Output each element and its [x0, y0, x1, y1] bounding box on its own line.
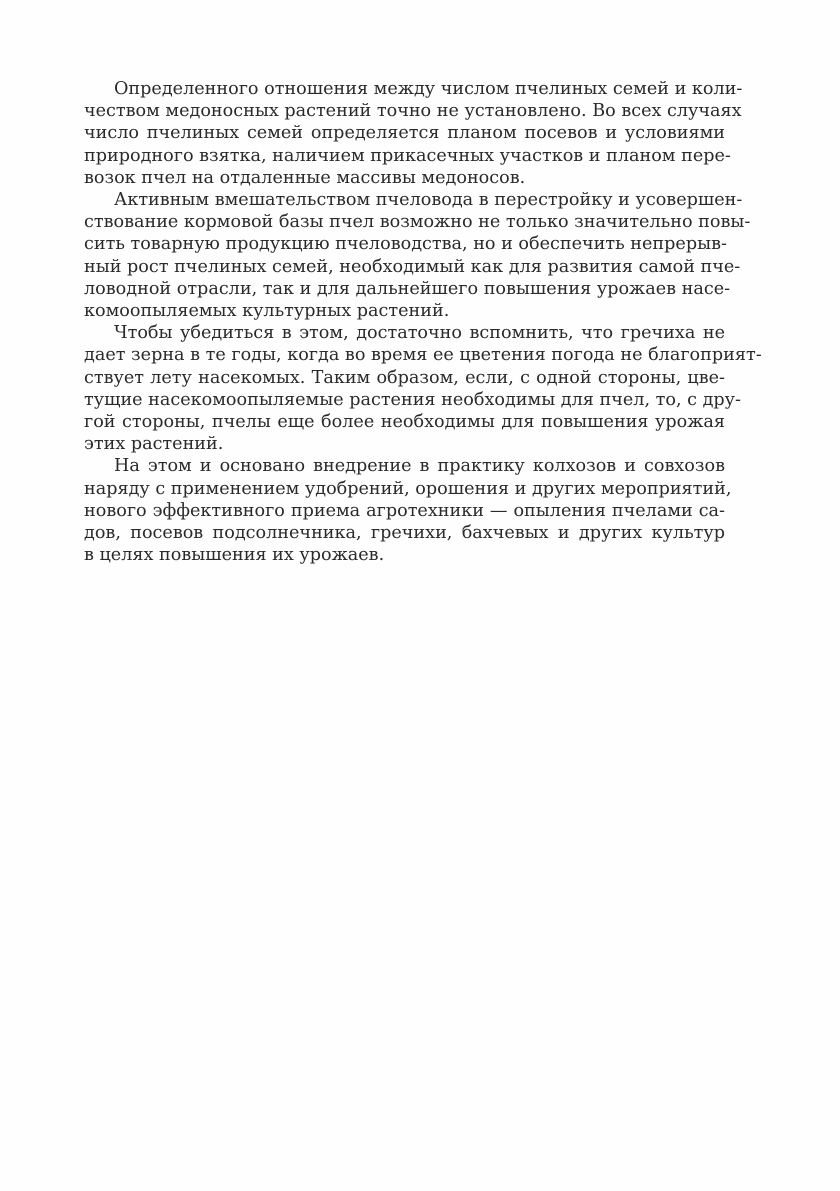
- text-line: возок пчел на отдаленные массивы медоносов.: [84, 167, 526, 188]
- text-line: На этом и основано внедрение в практику колхозов и совхозов: [114, 456, 725, 477]
- text-line: тущие насекомоопыляемые растения необходимы для пчел, то, с дру-: [84, 389, 741, 410]
- paragraph-3: [84, 322, 762, 455]
- text-line: наряду с применением удобрений, орошения и других мероприятий,: [84, 478, 732, 499]
- text-line: нового эффективного приема агротехники — опыления пчелами са-: [84, 500, 725, 521]
- text-line: этих растений.: [84, 434, 224, 455]
- text-line: ловодной отрасли, так и для дальнейшего повышения урожаев насе-: [84, 278, 731, 299]
- text-line: чеством медоносных растений точно не установлено. Во всех случаях: [84, 101, 742, 122]
- text-line: комоопыляемых культурных растений.: [84, 301, 450, 322]
- text-line: дов, посевов подсолнечника, гречихи, бахчевых и других культур: [84, 523, 725, 544]
- text-line: Определенного отношения между числом пчелиных семей и коли-: [114, 79, 743, 99]
- text-line: ствование кормовой базы пчел возможно не только значительно повы-: [84, 212, 751, 233]
- text-line: ствует лету насекомых. Таким образом, если, с одной стороны, цве-: [84, 367, 725, 388]
- paragraph-2: [84, 189, 751, 322]
- body-text: [84, 78, 762, 566]
- paragraph-4: [84, 455, 732, 566]
- text-line: природного взятка, наличием прикасечных участков и планом пере-: [84, 145, 731, 166]
- text-line: гой стороны, пчелы еще более необходимы для повышения урожая: [84, 412, 725, 433]
- text-line: сить товарную продукцию пчеловодства, но и обеспечить непрерыв-: [84, 234, 727, 255]
- paragraph-1: [84, 78, 743, 189]
- text-line: в целях повышения их урожаев.: [84, 545, 385, 566]
- text-line: Чтобы убедиться в этом, достаточно вспомнить, что гречиха не: [114, 323, 725, 344]
- text-line: число пчелиных семей определяется планом посевов и условиями: [84, 123, 725, 144]
- text-line: дает зерна в те годы, когда во время ее цветения погода не благоприят-: [84, 345, 762, 366]
- text-line: ный рост пчелиных семей, необходимый как для развития самой пче-: [84, 256, 741, 277]
- text-line: Активным вмешательством пчеловода в перестройку и усовершен-: [114, 190, 743, 211]
